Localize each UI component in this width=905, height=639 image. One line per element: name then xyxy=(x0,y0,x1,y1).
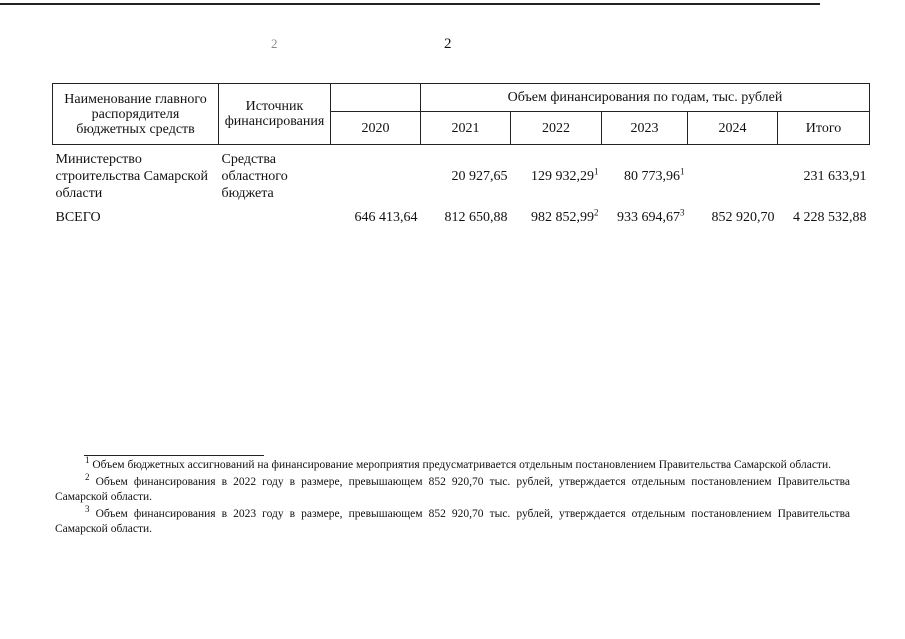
top-rule xyxy=(0,3,820,5)
footnote-rule xyxy=(84,455,264,456)
cell-2023: 933 694,67$^3$ xyxy=(617,207,685,225)
header-year-2023: 2023 xyxy=(602,112,688,145)
cell-total: 231 633,91 xyxy=(803,169,867,185)
header-source-column: Источник финансирования xyxy=(219,84,331,145)
cell-2022: 982 852,99$^2$ xyxy=(531,207,599,225)
header-year-2021: 2021 xyxy=(421,112,511,145)
header-years-group: Объем финансирования по годам, тыс. рублей xyxy=(421,84,870,112)
header-year-2024: 2024 xyxy=(688,112,778,145)
footnote-3: $^3$ Объем финансирования в 2023 году в размере, превышающем 852 920,70 тыс. рублей, утверждается отдельным постановлением Правительства Самарской области. xyxy=(55,503,850,535)
footnote-1: $^1$ Объем бюджетных ассигнований на финансирование мероприятия предусматривается отдельным постановлением Правительства Самарской области. xyxy=(85,455,831,471)
footnote-2: $^2$ Объем финансирования в 2022 году в размере, превышающем 852 920,70 тыс. рублей, утверждается отдельным постановлением Правительства Самарской области. xyxy=(55,471,850,503)
cell-2024 xyxy=(688,145,778,203)
header-year-2020: 2020 xyxy=(331,112,421,145)
row-source xyxy=(219,203,331,227)
footnotes xyxy=(55,455,850,539)
cell-2024: 852 920,70 xyxy=(711,210,775,225)
page-number: 2 xyxy=(444,36,452,52)
row-name: ВСЕГО xyxy=(55,210,101,225)
cell-2022: 129 932,29$^1$ xyxy=(531,166,599,185)
header-blank-cell xyxy=(331,84,421,112)
cell-2020 xyxy=(331,145,421,203)
cell-2020: 646 413,64 xyxy=(354,210,418,225)
cell-2021: 20 927,65 xyxy=(451,169,508,185)
cell-total: 4 228 532,88 xyxy=(793,210,867,225)
row-source: Средства областного бюджета xyxy=(221,152,288,202)
header-name-column: Наименование главного распорядителя бюджетных средств xyxy=(53,84,219,145)
cell-2021: 812 650,88 xyxy=(444,210,508,225)
row-name: Министерство строительства Самарской области xyxy=(55,152,208,202)
table-row xyxy=(53,145,870,203)
table-row xyxy=(53,203,870,227)
header-year-2022: 2022 xyxy=(511,112,602,145)
cell-2023: 80 773,96$^1$ xyxy=(624,166,685,185)
financing-table xyxy=(52,83,870,227)
faint-page-number: 2 xyxy=(271,36,278,51)
header-total: Итого xyxy=(778,112,870,145)
